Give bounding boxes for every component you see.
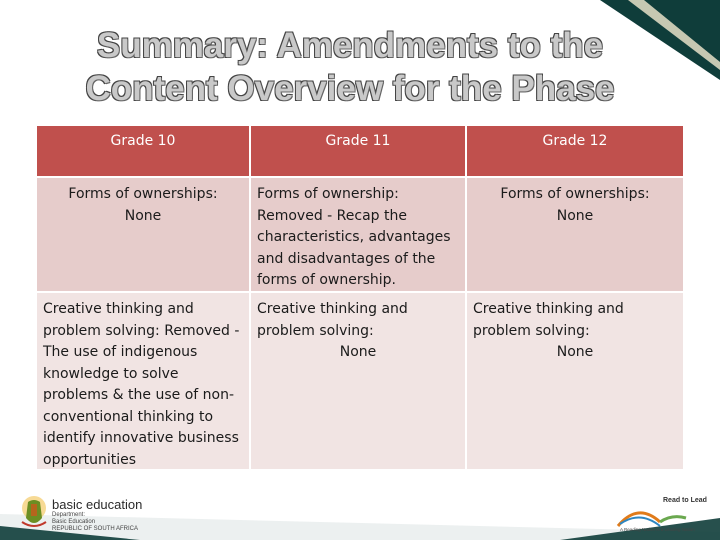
cell-label: Creative thinking and problem solving:	[257, 301, 408, 339]
logo-sub-line1: Department:	[52, 512, 86, 518]
slide-title	[0, 24, 700, 110]
coat-of-arms-icon	[12, 488, 56, 532]
cell-label: Creative thinking and problem solving: Removed	[43, 301, 230, 339]
logo-sub-line3: REPUBLIC OF SOUTH AFRICA	[52, 526, 139, 532]
header-grade-11: Grade 11	[251, 126, 467, 178]
slide-title-line2: Content Overview for the Phase	[85, 69, 615, 108]
cell-value: None	[339, 344, 377, 360]
logo-sub-line2: Basic Education	[52, 519, 96, 525]
cell-grade11-ownership	[251, 178, 467, 293]
cell-label: Forms of ownerships:	[500, 186, 650, 202]
cell-value: None	[124, 207, 162, 224]
cell-text: Recap the characteristics, advantages and disadvantages of the forms of ownership.	[257, 207, 451, 288]
slide-title-line1: Summary: Amendments to the	[96, 26, 604, 65]
logo-main-text: basic education	[52, 497, 143, 512]
cell-label: Creative thinking and problem solving:	[473, 301, 624, 339]
header-grade-10: Grade 10	[37, 126, 251, 178]
cell-value: None	[556, 207, 594, 224]
cell-grade10-ownership	[37, 178, 251, 293]
cell-grade11-creative	[251, 293, 467, 471]
cell-value: None	[556, 344, 594, 360]
cell-grade10-creative	[37, 293, 251, 471]
header-grade-12: Grade 12	[467, 126, 683, 178]
cell-label: Forms of ownership:	[257, 186, 399, 202]
cell-grade12-creative	[467, 293, 683, 471]
cell-grade12-ownership	[467, 178, 683, 293]
amendments-table	[37, 126, 683, 471]
cell-label: Forms of ownerships:	[68, 186, 218, 202]
cell-text: - The use of indigenous knowledge to solve problems & the use of non-conventional thinking to identify innovative business opportunities	[43, 322, 240, 468]
basic-education-logo	[52, 498, 142, 533]
read-to-lead-tagline: A Reading Nation is a Leading Nation	[620, 527, 695, 532]
read-to-lead-logo: Read to Lead	[663, 497, 707, 504]
removed-label: Removed -	[257, 207, 337, 224]
